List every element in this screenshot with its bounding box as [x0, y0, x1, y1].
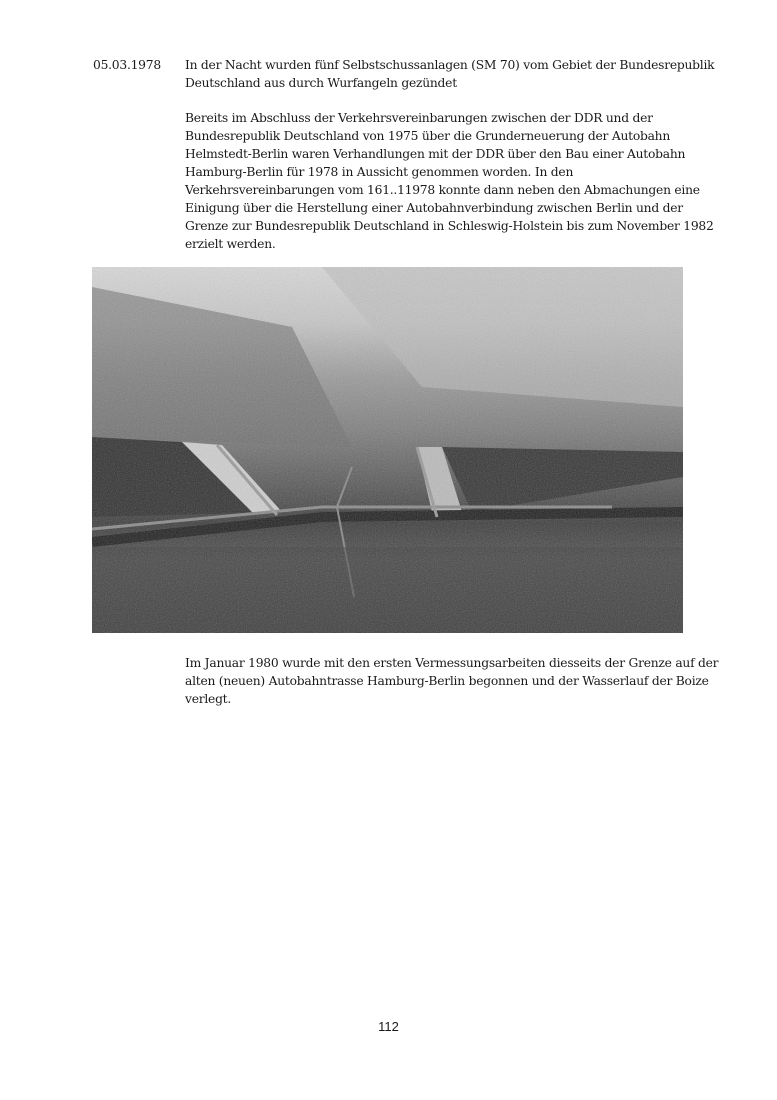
text-line: Einigung über die Herstellung einer Autobahnverbindung zwischen Berlin und der: [185, 201, 683, 215]
page-number: 112: [378, 1019, 399, 1034]
entry-line: Deutschland aus durch Wurfangeln gezündet: [185, 76, 457, 90]
text-line: erzielt werden.: [185, 237, 276, 251]
entry-date: 05.03.1978: [93, 58, 161, 72]
text-line: Bereits im Abschluss der Verkehrsvereinbarungen zwischen der DDR und der: [185, 111, 653, 125]
text-line: alten (neuen) Autobahntrasse Hamburg-Berlin begonnen und der Wasserlauf der Boize: [185, 674, 709, 688]
text-line: verlegt.: [185, 692, 232, 706]
entry-line: In der Nacht wurden fünf Selbstschussanlagen (SM 70) vom Gebiet der Bundesrepublik: [185, 58, 715, 72]
text-line: Helmstedt-Berlin waren Verhandlungen mit der DDR über den Bau einer Autobahn: [185, 147, 686, 161]
text-line: Bundesrepublik Deutschland von 1975 über die Grunderneuerung der Autobahn: [185, 129, 671, 143]
text-line: Im Januar 1980 wurde mit den ersten Vermessungsarbeiten diesseits der Grenze auf der: [185, 656, 719, 670]
aerial-photo: [92, 267, 683, 633]
text-line: Hamburg-Berlin für 1978 in Aussicht genommen worden. In den: [185, 165, 574, 179]
text-line: Verkehrsvereinbarungen vom 161..11978 konnte dann neben den Abmachungen eine: [185, 183, 700, 197]
aerial-photo-drawing: [92, 267, 683, 633]
text-line: Grenze zur Bundesrepublik Deutschland in Schleswig-Holstein bis zum November 1982: [185, 219, 714, 233]
